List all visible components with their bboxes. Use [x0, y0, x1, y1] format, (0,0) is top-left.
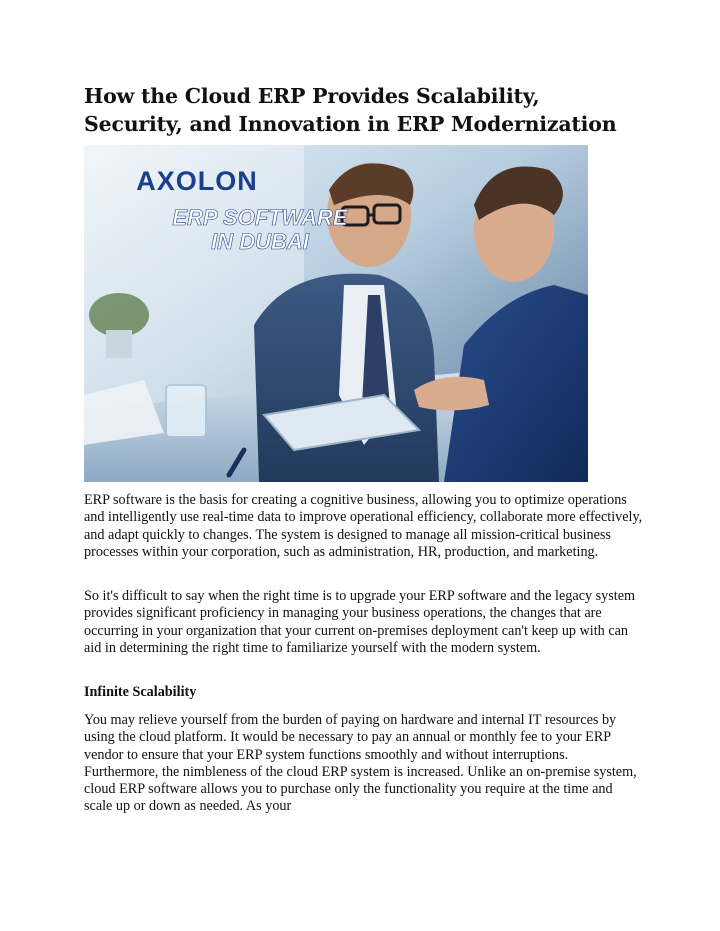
paragraph-scalability: You may relieve yourself from the burden of paying on hardware and internal IT resources by using the cloud platform. It would be necessary to pay an annual or monthly fee to your ERP vendor to ensure that your ERP system functions smoothly and without interruptions. Furthermore, the nimbleness of the cloud ERP system is increased. Unlike an on-premise system, cloud ERP software allows you to purchase only the functionality you require at the time and scale up or down as needed. As your: [84, 712, 637, 815]
article-title: How the Cloud ERP Provides Scalability, Security, and Innovation in ERP Modernization: [84, 84, 617, 136]
logo-text: AXOLON: [136, 166, 258, 196]
paragraph-upgrade: So it's difficult to say when the right time is to upgrade your ERP software and the legacy system provides significant proficiency in managing your business operations, the changes that are occurring in your organization that your current on-premises deployment can't keep up with can aid in determining the right time to familiarize yourself with the modern system.: [84, 588, 636, 656]
banner-line-2: IN DUBAI: [211, 229, 309, 254]
paragraph-intro: ERP software is the basis for creating a cognitive business, allowing you to optimize operations and intelligently use real-time data to improve operational efficiency, collaborate more effectively, and adapt quickly to changes. The system is designed to manage all mission-critical business processes within your corporation, such as administration, HR, production, and marketing.: [84, 492, 643, 560]
banner-line-1: ERP SOFTWARE: [172, 205, 348, 230]
hero-image: [84, 145, 588, 482]
axolon-logo: [136, 166, 258, 196]
section-heading: Infinite Scalability: [84, 684, 197, 700]
